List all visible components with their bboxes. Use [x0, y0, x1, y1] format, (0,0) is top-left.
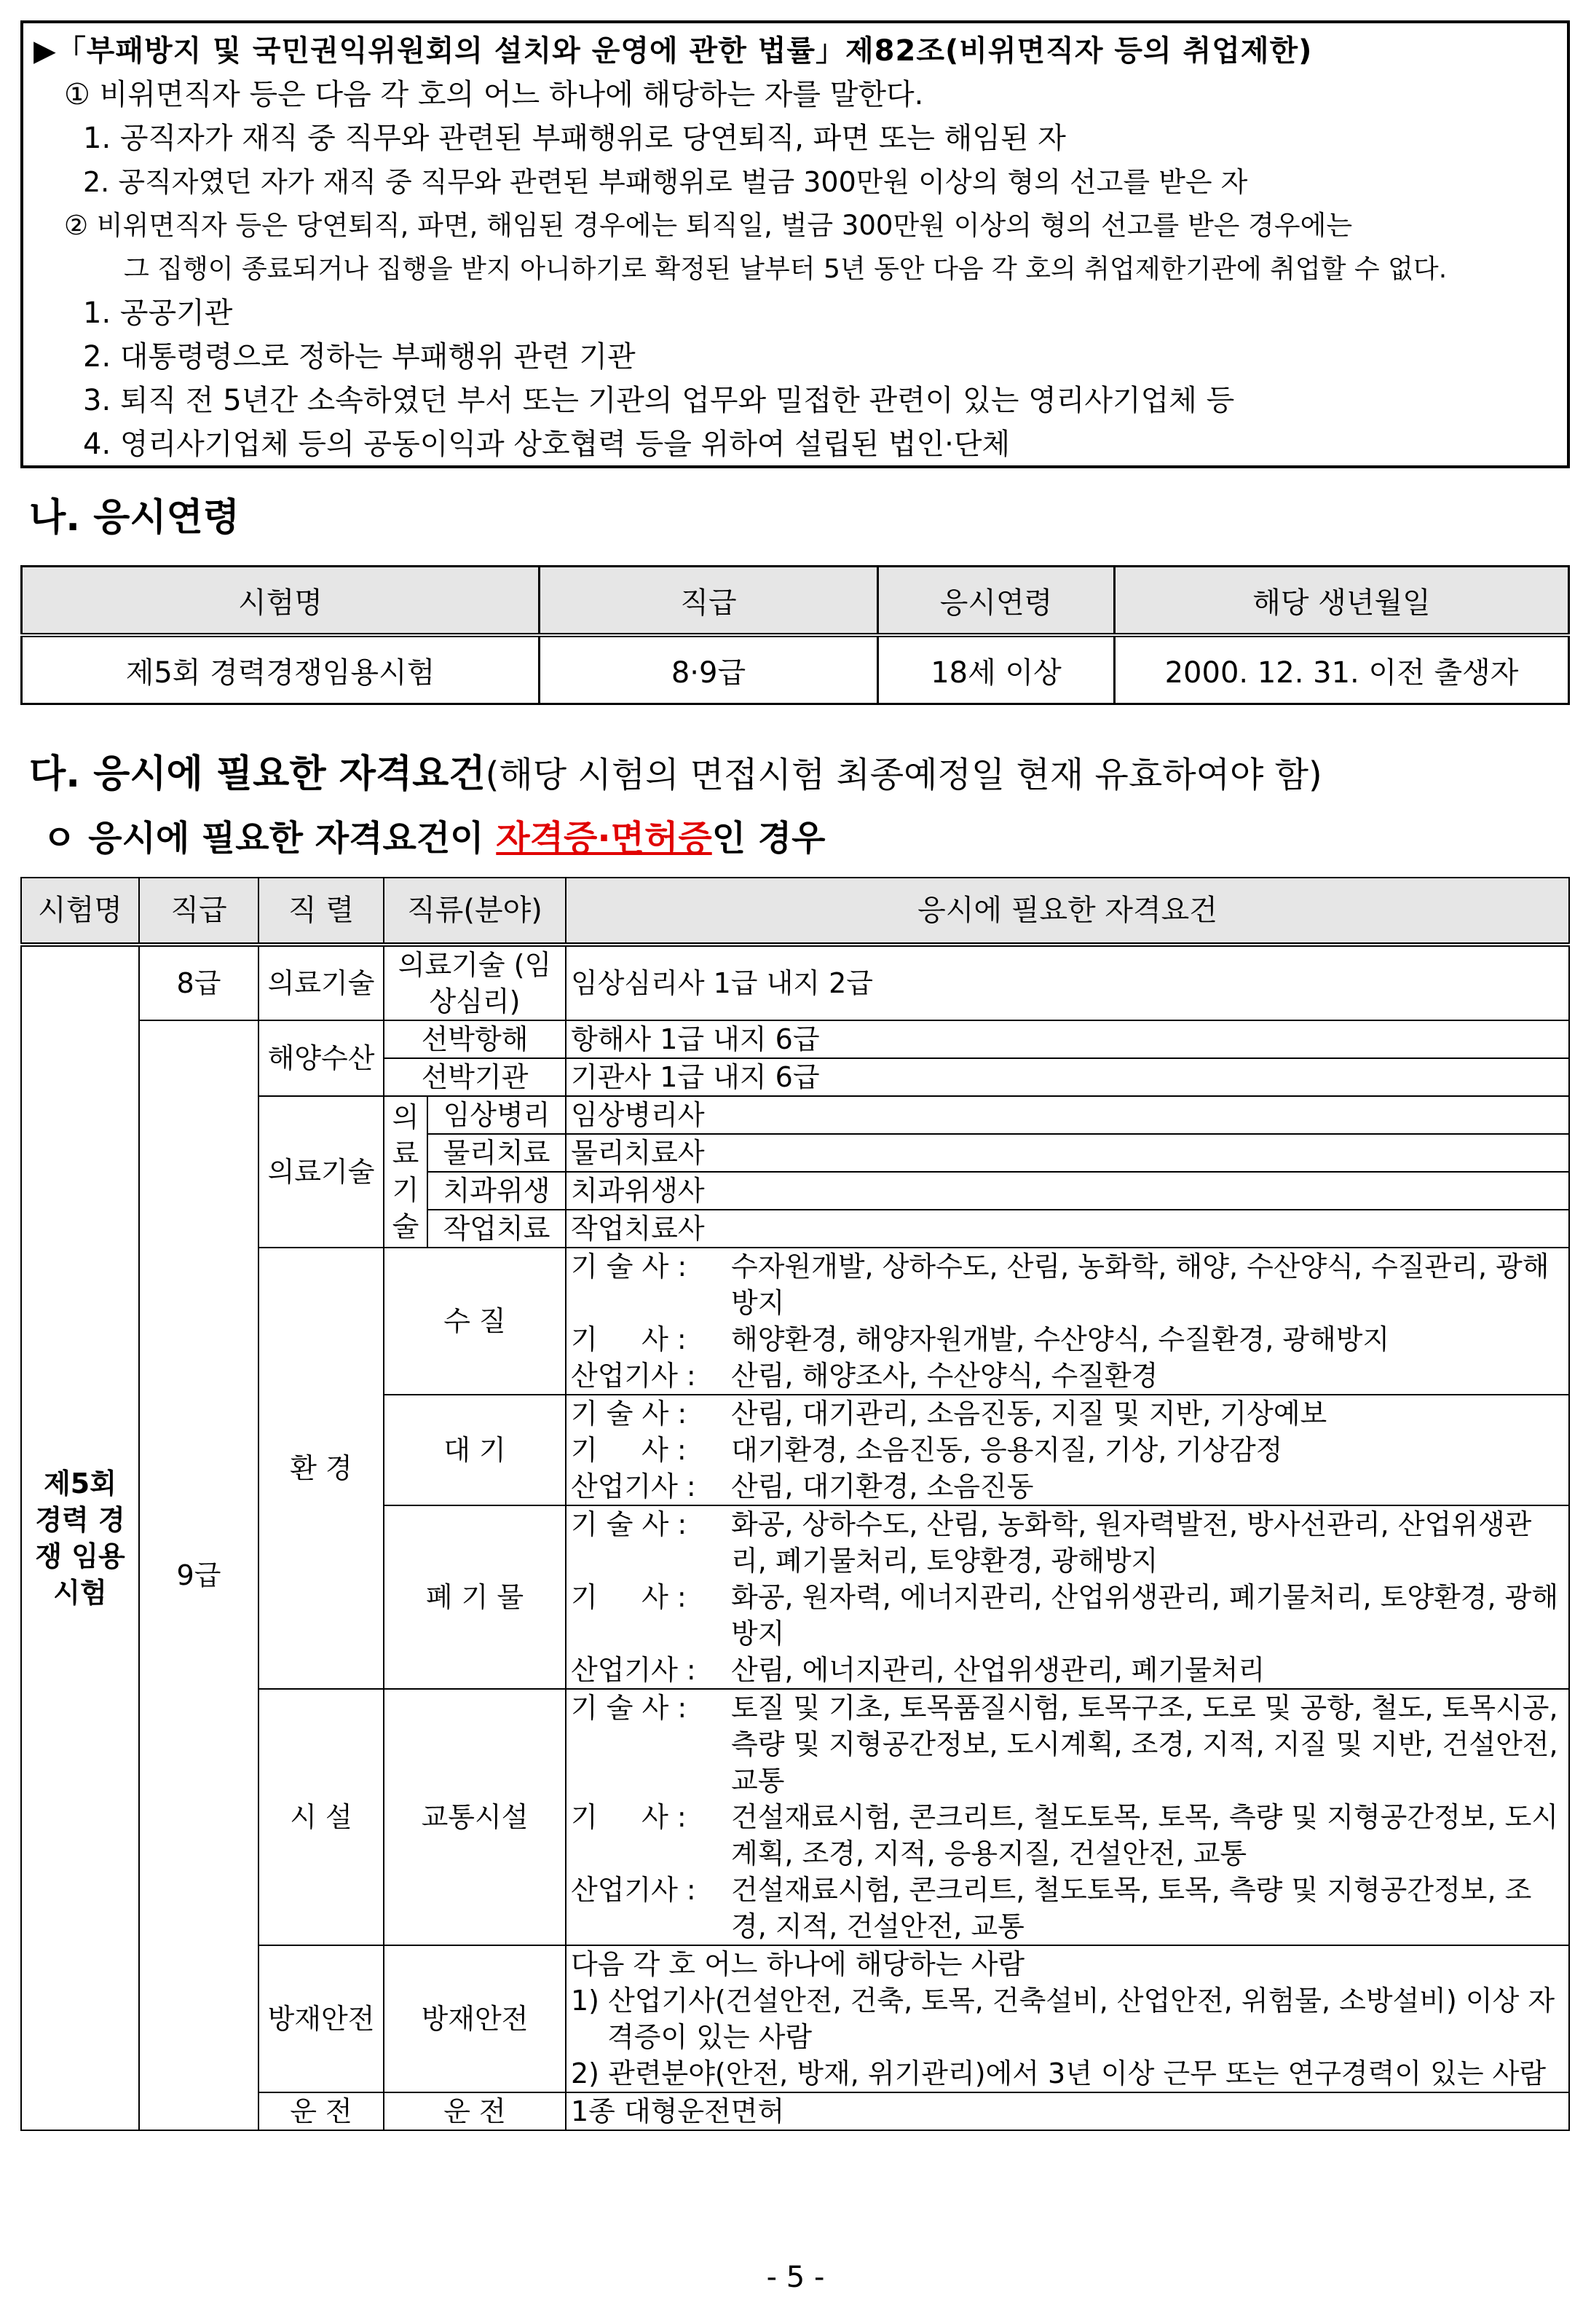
req-disaster [566, 1945, 1569, 2092]
qualification-subheading [42, 810, 826, 860]
subheading-highlight: 자격증·면허증 [496, 818, 712, 859]
req-line-key: 산업기사 : [571, 1874, 705, 1906]
qualification-heading-text: 다. 응시에 필요한 자격요건 [29, 752, 486, 796]
field-engine: 선박기관 [384, 1058, 566, 1096]
subheading-suffix: 인 경우 [711, 818, 826, 859]
req-dental-hygiene: 치과위생사 [566, 1172, 1569, 1210]
grade-8-cell: 8급 [139, 945, 258, 1020]
medical-sub-label [384, 1096, 427, 1248]
law-clause-1: ① 비위면직자 등은 다음 각 호의 어느 하나에 해당하는 자를 말한다. [64, 78, 924, 111]
grade-9-cell: 9급 [139, 1020, 258, 2130]
law-clause-1-item-1: 1. 공직자가 재직 중 직무와 관련된 부패행위로 당연퇴직, 파면 또는 해임된 자 [83, 122, 1066, 155]
req-line-value: 건설재료시험, 콘크리트, 철도토목, 토목, 측량 및 지형공간정보, 도시계획, 조경, 지적, 응용지질, 건설안전, 교통 [731, 1801, 1559, 1870]
req-line-value: 산림, 에너지관리, 산업위생관리, 폐기물처리 [731, 1654, 1266, 1686]
qualification-table-header [21, 878, 1569, 945]
req-line [571, 1506, 1564, 1579]
field-disaster: 방재안전 [384, 1945, 566, 2092]
qualification-heading-note: (해당 시험의 면접시험 최종예정일 현재 유효하여야 함) [485, 755, 1322, 795]
req-disaster-item-1: 1) 산업기사(건설안전, 건축, 토목, 건축설비, 산업안전, 위험물, 소방설비) 이상 자격증이 있는 사람 [571, 1985, 1555, 2053]
law-clause-2-item-1: 1. 공공기관 [83, 296, 233, 330]
series-medical-9: 의료기술 [258, 1096, 384, 1248]
req-line-key: 기 사 : [571, 1581, 695, 1613]
age-col-birth: 해당 생년월일 [1115, 567, 1569, 636]
req-line-key: 기 사 : [571, 1801, 695, 1833]
req-line-value: 산림, 해양조사, 수산양식, 수질환경 [731, 1360, 1158, 1392]
col-field: 직류(분야) [384, 878, 566, 945]
series-medical-8: 의료기술 [258, 945, 384, 1020]
req-line-value: 대기환경, 소음진동, 응용지질, 기상, 기상감정 [731, 1434, 1283, 1466]
law-clause-2-item-2: 2. 대통령령으로 정하는 부패행위 관련 기관 [83, 340, 636, 374]
series-driving: 운 전 [258, 2092, 384, 2130]
series-maritime: 해양수산 [258, 1020, 384, 1096]
exam-name-text: 제5회 경력 경쟁 임용 시험 [35, 1468, 125, 1609]
req-navigation: 항해사 1급 내지 6급 [566, 1020, 1569, 1058]
series-disaster: 방재안전 [258, 1945, 384, 2092]
field-clinical-pathology: 임상병리 [427, 1096, 566, 1134]
age-table-header [22, 567, 1569, 636]
table-row [21, 1020, 1569, 1058]
field-traffic: 교통시설 [384, 1689, 566, 1945]
table-row [21, 945, 1569, 1020]
law-excerpt-box [20, 20, 1570, 468]
req-line [571, 1579, 1564, 1652]
req-line-key: 산업기사 : [571, 1470, 705, 1502]
req-line-key: 기 술 사 : [571, 1250, 696, 1283]
req-line-value: 토질 및 기초, 토목품질시험, 토목구조, 도로 및 공항, 철도, 토목시공, 측량 및 지형공간정보, 도시계획, 조경, 지적, 지질 및 지반, 건설안전, 교통 [731, 1692, 1558, 1797]
req-line-value: 화공, 원자력, 에너지관리, 산업위생관리, 폐기물처리, 토양환경, 광해방지 [731, 1581, 1559, 1650]
field-clinical-psych: 의료기술 (임상심리) [384, 945, 566, 1020]
req-engine: 기관사 1급 내지 6급 [566, 1058, 1569, 1096]
series-environment: 환 경 [258, 1248, 384, 1689]
field-driving: 운 전 [384, 2092, 566, 2130]
age-cell-grade: 8·9급 [540, 635, 878, 704]
req-line [571, 1468, 1564, 1505]
req-line-value: 산림, 대기관리, 소음진동, 지질 및 지반, 기상예보 [731, 1398, 1327, 1430]
age-col-age: 응시연령 [878, 567, 1115, 636]
req-clinical-psych: 임상심리사 1급 내지 2급 [566, 945, 1569, 1020]
age-cell-age: 18세 이상 [878, 635, 1115, 704]
field-air: 대 기 [384, 1395, 566, 1505]
req-line [571, 1395, 1564, 1432]
age-col-exam: 시험명 [22, 567, 540, 636]
series-facility: 시 설 [258, 1689, 384, 1945]
table-row [22, 635, 1569, 704]
field-waste: 폐 기 물 [384, 1505, 566, 1689]
section-heading-qualification [29, 743, 1322, 797]
req-water [566, 1248, 1569, 1395]
law-clause-2-item-4: 4. 영리사기업체 등의 공동이익과 상호협력 등을 위하여 설립된 법인·단체 [83, 428, 1011, 461]
req-traffic [566, 1689, 1569, 1945]
req-line-value: 산림, 대기환경, 소음진동 [731, 1470, 1034, 1502]
req-clinical-pathology: 임상병리사 [566, 1096, 1569, 1134]
col-series: 직 렬 [258, 878, 384, 945]
page-number: - 5 - [766, 2261, 825, 2294]
req-occupational-therapy: 작업치료사 [566, 1210, 1569, 1248]
req-line-value: 건설재료시험, 콘크리트, 철도토목, 토목, 측량 및 지형공간정보, 조경, 지적, 건설안전, 교통 [731, 1874, 1532, 1942]
field-water: 수 질 [384, 1248, 566, 1395]
age-cell-exam: 제5회 경력경쟁임용시험 [22, 635, 540, 704]
req-line [571, 1358, 1564, 1394]
medical-sub-label-text: 의료기술 [392, 1101, 419, 1242]
col-requirement: 응시에 필요한 자격요건 [566, 878, 1569, 945]
req-line-value: 해양환경, 해양자원개발, 수산양식, 수질환경, 광해방지 [731, 1323, 1390, 1355]
law-clause-2: ② 비위면직자 등은 당연퇴직, 파면, 해임된 경우에는 퇴직일, 벌금 300만원 이상의 형의 선고를 받은 경우에는 [64, 210, 1353, 241]
req-disaster-item-2: 2) 관련분야(안전, 방재, 위기관리)에서 3년 이상 근무 또는 연구경력이 있는 사람 [571, 2057, 1547, 2089]
req-line-key: 산업기사 : [571, 1360, 705, 1392]
req-line [571, 1321, 1564, 1358]
req-line-key: 기 사 : [571, 1434, 695, 1466]
field-navigation: 선박항해 [384, 1020, 566, 1058]
section-heading-age: 나. 응시연령 [29, 496, 240, 540]
subheading-prefix: ㅇ 응시에 필요한 자격요건이 [42, 818, 497, 859]
req-physical-therapy: 물리치료사 [566, 1134, 1569, 1172]
req-line-key: 산업기사 : [571, 1654, 705, 1686]
age-col-grade: 직급 [540, 567, 878, 636]
req-driving: 1종 대형운전면허 [566, 2092, 1569, 2130]
req-line-key: 기 사 : [571, 1323, 695, 1355]
col-grade: 직급 [139, 878, 258, 945]
req-line-key: 기 술 사 : [571, 1398, 696, 1430]
req-line [571, 1690, 1564, 1799]
req-waste [566, 1505, 1569, 1689]
law-clause-1-item-2: 2. 공직자였던 자가 재직 중 직무와 관련된 부패행위로 벌금 300만원 이상의 형의 선고를 받은 자 [83, 166, 1248, 198]
law-clause-2-item-3: 3. 퇴직 전 5년간 소속하였던 부서 또는 기관의 업무와 밀접한 관련이 있는 영리사기업체 등 [83, 384, 1235, 417]
field-occupational-therapy: 작업치료 [427, 1210, 566, 1248]
req-line [571, 1432, 1564, 1468]
qualification-table [20, 877, 1570, 2131]
age-cell-birth: 2000. 12. 31. 이전 출생자 [1115, 635, 1569, 704]
law-title: ▶「부패방지 및 국민권익위원회의 설치와 운영에 관한 법률」제82조(비위면직자 등의 취업제한) [33, 34, 1313, 68]
age-table [20, 565, 1570, 705]
req-line [571, 1799, 1564, 1872]
req-air [566, 1395, 1569, 1505]
law-clause-2-cont: 그 집행이 종료되거나 집행을 받지 아니하기로 확정된 날부터 5년 동안 다음 각 호의 취업제한기관에 취업할 수 없다. [124, 254, 1448, 284]
field-physical-therapy: 물리치료 [427, 1134, 566, 1172]
exam-name-cell [21, 945, 139, 2130]
req-line-value: 화공, 상하수도, 산림, 농화학, 원자력발전, 방사선관리, 산업위생관리, 폐기물처리, 토양환경, 광해방지 [731, 1508, 1532, 1577]
req-disaster-intro: 다음 각 호 어느 하나에 해당하는 사람 [571, 1948, 1025, 1980]
field-dental-hygiene: 치과위생 [427, 1172, 566, 1210]
req-line [571, 1652, 1564, 1688]
req-line [571, 1248, 1564, 1321]
req-line [571, 1872, 1564, 1945]
col-exam: 시험명 [21, 878, 139, 945]
req-line-key: 기 술 사 : [571, 1508, 696, 1540]
req-line-value: 수자원개발, 상하수도, 산림, 농화학, 해양, 수산양식, 수질관리, 광해방지 [731, 1250, 1549, 1319]
req-line-key: 기 술 사 : [571, 1692, 696, 1724]
